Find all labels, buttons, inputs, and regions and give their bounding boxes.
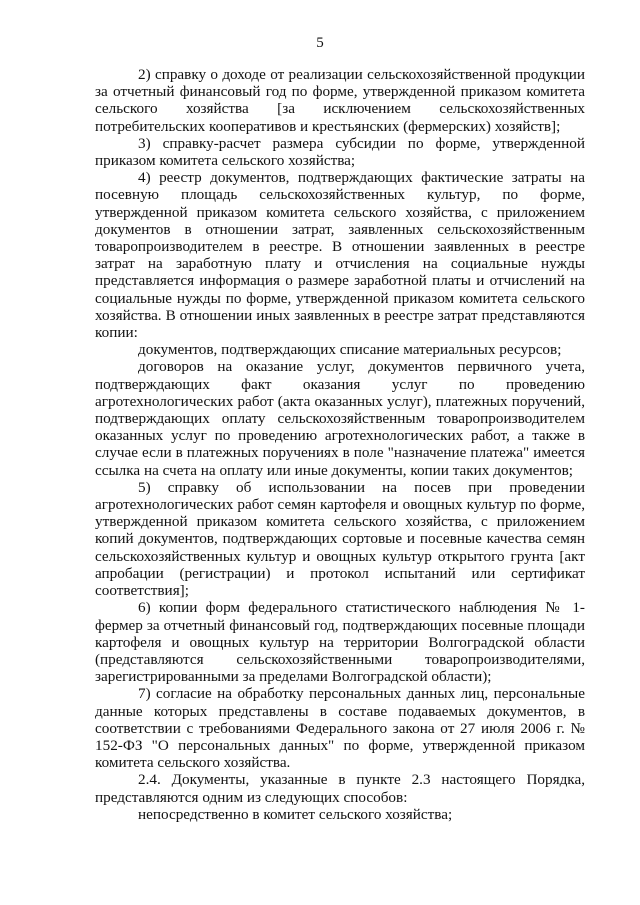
paragraph-item-7-personal-data-consent: 7) согласие на обработку персональных данных лиц, персональные данные которых представлены в составе подаваемых документов, в соответствии с требованиями Федерального закона от 27 июля 2006 г. № 152-ФЗ "О персональных данных" по форме, утвержденной приказом комитета сельского хозяйства. bbox=[95, 685, 585, 772]
paragraph-item-4-cost-register: 4) реестр документов, подтверждающих фактические затраты на посевную площадь сельскохозяйственных культур, по форме, утвержденной приказом комитета сельского хозяйства, с приложением документов в отношении затрат, заявленных сельскохозяйственным товаропроизводителем в реестре. В отношении заявленных в реестре затрат на заработную плату и отчисления на социальные нужды представляется информация о размере заработной платы и отчислений на социальные нужды по форме, утвержденной приказом комитета сельского хозяйства. В отношении иных заявленных в реестре затрат представляются копии: bbox=[95, 169, 585, 342]
paragraph-material-write-off-documents: документов, подтверждающих списание материальных ресурсов; bbox=[138, 341, 562, 359]
paragraph-item-6-statistical-forms: 6) копии форм федерального статистического наблюдения № 1-фермер за отчетный финансовый год, подтверждающих посевные площади картофеля и овощных культур на территории Волгоградской области (представляются сельскохозяйственными товаропроизводителями, зарегистрированными за пределами Волгоградской области); bbox=[95, 599, 585, 686]
paragraph-direct-submission: непосредственно в комитет сельского хозяйства; bbox=[138, 805, 453, 823]
paragraph-item-3-subsidy-calculation: 3) справку-расчет размера субсидии по форме, утвержденной приказом комитета сельского хозяйства; bbox=[95, 134, 585, 170]
paragraph-item-5-seed-usage-certificate: 5) справку об использовании на посев при проведении агротехнологических работ семян картофеля и овощных культур по форме, утвержденной приказом комитета сельского хозяйства, с приложением копий документов, подтверждающих сортовые и посевные качества семян сельскохозяйственных культур и овощных культур открытого грунта [акт апробации (регистрации) и протокол испытаний или сертификат соответствия]; bbox=[95, 478, 585, 600]
paragraph-service-contracts: договоров на оказание услуг, документов первичного учета, подтверждающих факт оказания услуг по проведению агротехнологических работ (акта оказанных услуг), платежных поручений, подтверждающих оплату сельскохозяйственным товаропроизводителем оказанных услуг по проведению агротехнологических работ, а также в случае если в платежных поручениях в поле "назначение платежа" имеется ссылка на счета на оплату или иные документы, копии таких документов; bbox=[95, 358, 585, 479]
paragraph-2-4-submission-methods: 2.4. Документы, указанные в пункте 2.3 настоящего Порядка, представляются одним из следующих способов: bbox=[95, 771, 585, 806]
page-number: 5 bbox=[316, 35, 324, 51]
document-body bbox=[95, 66, 585, 823]
paragraph-item-2-income-certificate: 2) справку о доходе от реализации сельскохозяйственной продукции за отчетный финансовый год по форме, утвержденной приказом комитета сельского хозяйства [за исключением сельскохозяйственных потребительских кооперативов и крестьянских (фермерских) хозяйств]; bbox=[95, 66, 585, 135]
